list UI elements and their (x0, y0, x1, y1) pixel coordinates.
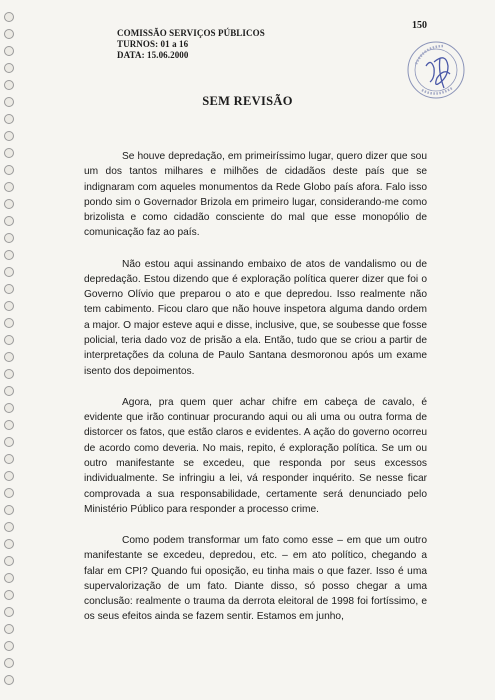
binder-hole (4, 46, 14, 56)
binder-hole (4, 624, 14, 634)
header-turns: TURNOS: 01 a 16 (117, 39, 189, 49)
binder-hole (4, 284, 14, 294)
binder-hole (4, 471, 14, 481)
binder-hole (4, 641, 14, 651)
binder-hole (4, 301, 14, 311)
seal-stamp-icon (404, 38, 468, 102)
document-title: SEM REVISÃO (202, 94, 293, 108)
document-body (84, 149, 427, 641)
binder-hole (4, 403, 14, 413)
binder-hole (4, 335, 14, 345)
paragraph: Como podem transformar um fato como esse – em que um outro manifestante se excedeu, depredou, etc. – em ato político, chegando a falar em CPI? Quando fui oposição, eu tinha mais o que fazer. Isso é uma supervalorização de um fato. Diante disso, só posso chegar a uma conclusão: realmente o trauma da derrota eleitoral de 1998 foi fortíssimo, e os seus efeitos ainda se fazem sentir. Estamos em junho, (84, 534, 427, 623)
binder-hole (4, 148, 14, 158)
binder-hole (4, 233, 14, 243)
binder-hole (4, 607, 14, 617)
binder-hole (4, 369, 14, 379)
binder-hole (4, 165, 14, 175)
binder-hole (4, 522, 14, 532)
header-date: DATA: 15.06.2000 (117, 50, 189, 60)
binder-hole (4, 505, 14, 515)
header-commission: COMISSÃO SERVIÇOS PÚBLICOS (117, 28, 265, 38)
binder-hole (4, 658, 14, 668)
binder-hole (4, 216, 14, 226)
binder-hole (4, 454, 14, 464)
binder-hole (4, 420, 14, 430)
binder-hole (4, 318, 14, 328)
binder-hole (4, 386, 14, 396)
binder-hole (4, 29, 14, 39)
binder-hole (4, 590, 14, 600)
binder-hole (4, 63, 14, 73)
binder-hole (4, 131, 14, 141)
binder-hole (4, 556, 14, 566)
paragraph: Não estou aqui assinando embaixo de atos de vandalismo ou de depredação. Estou dizendo que é exploração política querer dizer que foi o Governo Olívio que preparou o ato e que depredou. Isso realmente não tem cabimento. Ficou claro que não houve inspetora alguma dando ordem a major. O major esteve aqui e disse, inclusive, que, se soubesse que fosse policial, teria dado voz de prisão a ela. Então, tudo que se criou a partir de interpretações da coluna de Paulo Santana desmoronou após um exame isento dos depoimentos. (84, 258, 427, 377)
page-number: 150 (412, 20, 427, 31)
binder-hole (4, 539, 14, 549)
binder-hole (4, 573, 14, 583)
binder-hole (4, 182, 14, 192)
binder-hole (4, 267, 14, 277)
binder-hole (4, 675, 14, 685)
paragraph: Se houve depredação, em primeiríssimo lugar, quero dizer que sou um dos tantos milhares e milhões de cidadãos deste país que se indignaram com aqueles monumentos da Rede Globo país afora. Falo isso pondo sim o Governador Brizola em primeiro lugar, considerando-me como brizolista e como cidadão consciente do mal que esse monopólio de comunicação faz ao país. (84, 151, 427, 239)
binder-hole (4, 80, 14, 90)
handwritten-signature (426, 58, 450, 88)
binder-hole (4, 114, 14, 124)
binder-hole (4, 488, 14, 498)
binder-hole (4, 250, 14, 260)
binder-hole (4, 437, 14, 447)
paragraph: Agora, pra quem quer achar chifre em cabeça de cavalo, é evidente que irão continuar procurando aqui ou ali uma ou outra forma de distorcer os fatos, que estão claros e evidentes. A ação do governo ocorreu de acordo como deveria. No mais, repito, é exploração política. Se um ou outro manifestante se excedeu, que responda por seus excessos individualmente. Se infringiu a lei, vá responder inquérito. Se nesse ficar comprovada a sua responsabilidade, certamente será denunciado pelo Ministério Público para responder a processo crime. (84, 396, 427, 515)
binder-hole (4, 199, 14, 209)
binder-hole (4, 352, 14, 362)
binder-hole (4, 12, 14, 22)
document-header (117, 28, 265, 61)
